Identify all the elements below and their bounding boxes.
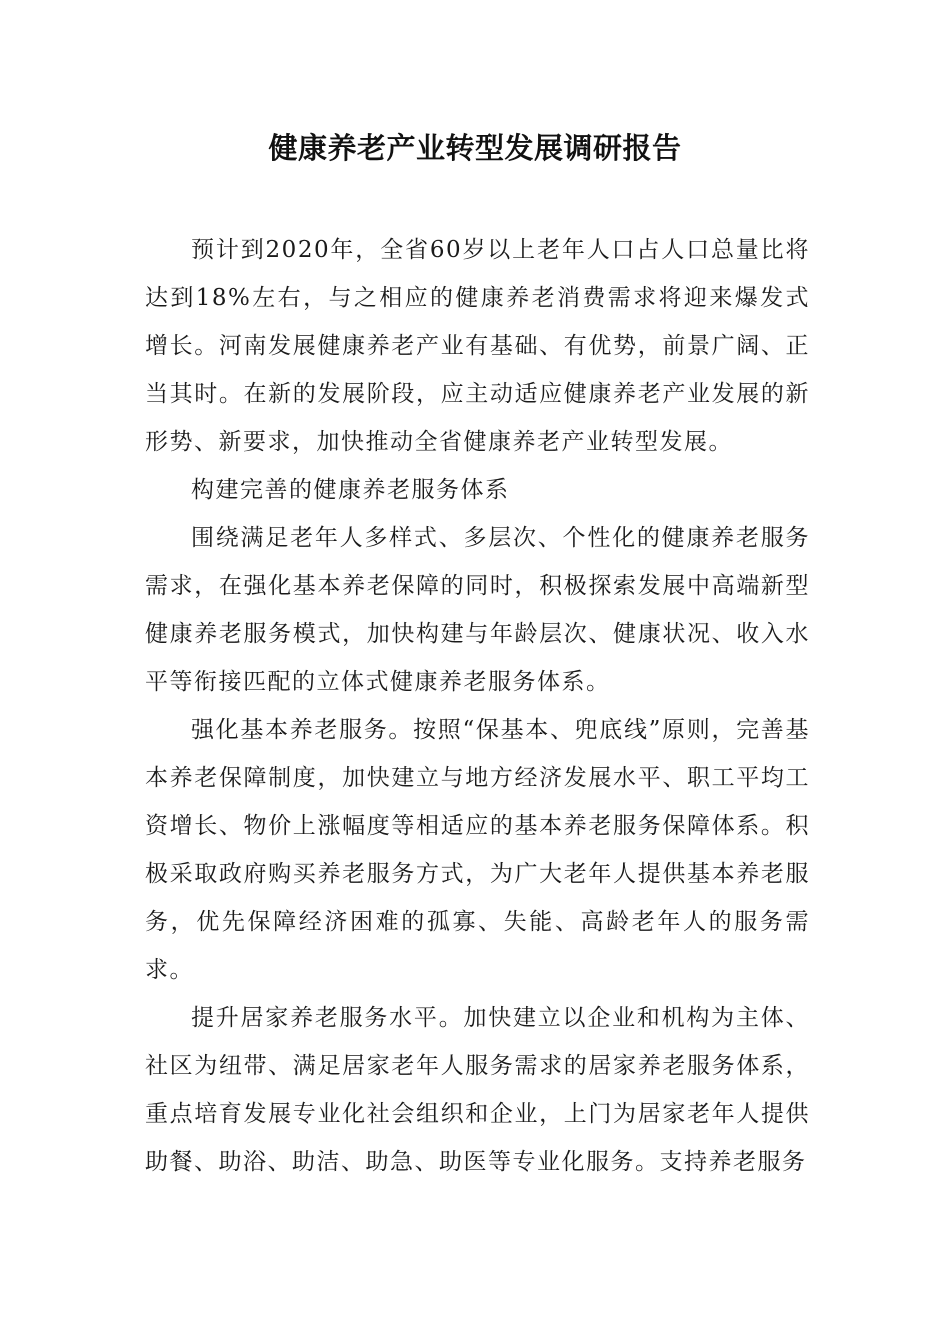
paragraph-basic-service: 强化基本养老服务。按照“保基本、兜底线”原则，完善基本养老保障制度，加快建立与地方经济发展水平、职工平均工资增长、物价上涨幅度等相适应的基本养老服务保障体系。积极采取政府购买养老服务方式，为广大老年人提供基本养老服务，优先保障经济困难的孤寡、失能、高龄老年人的服务需求。: [145, 717, 810, 983]
document-body: [145, 226, 810, 1186]
paragraph-intro: 预计到2020年，全省60岁以上老年人口占人口总量比将达到18%左右，与之相应的健康养老消费需求将迎来爆发式增长。河南发展健康养老产业有基础、有优势，前景广阔、正当其时。在新的发展阶段，应主动适应健康养老产业发展的新形势、新要求，加快推动全省健康养老产业转型发展。: [145, 237, 810, 455]
document-title: 健康养老产业转型发展调研报告: [268, 131, 682, 165]
paragraph-system: 围绕满足老年人多样式、多层次、个性化的健康养老服务需求，在强化基本养老保障的同时，积极探索发展中高端新型健康养老服务模式，加快构建与年龄层次、健康状况、收入水平等衔接匹配的立体式健康养老服务体系。: [145, 525, 810, 695]
section-heading: 构建完善的健康养老服务体系: [191, 477, 510, 503]
paragraph-home-service: 提升居家养老服务水平。加快建立以企业和机构为主体、社区为纽带、满足居家老年人服务需求的居家养老服务体系，重点培育发展专业化社会组织和企业，上门为居家老年人提供助餐、助浴、助洁、助急、助医等专业化服务。支持养老服务: [145, 1005, 810, 1175]
